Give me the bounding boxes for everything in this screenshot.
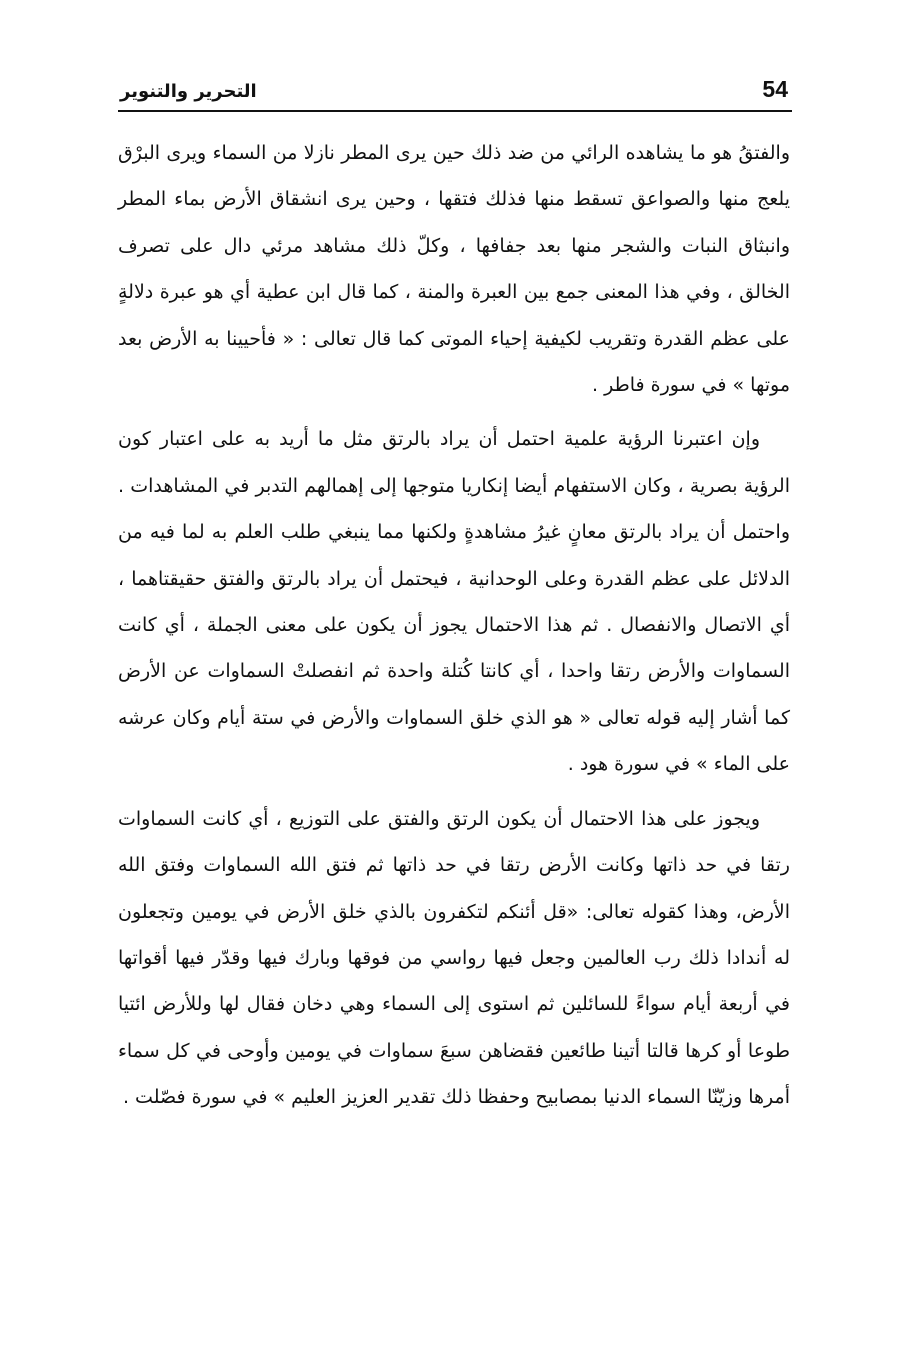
paragraph: وإن اعتبرنا الرؤية علمية احتمل أن يراد بالرتق مثل ما أريد به على اعتبار كون الرؤية بصرية ، وكان الاستفهام أيضا إنكاريا متوجها إلى إهمالهم التدبر في المشاهدات . واحتمل أن يراد بالرتق معانٍ غيرُ مشاهدةٍ ولكنها مما ينبغي طلب العلم به لما فيه من الدلائل على عظم القدرة وعلى الوحدانية ، فيحتمل أن يراد بالرتق والفتق حقيقتاهما ، أي الاتصال والانفصال . ثم هذا الاحتمال يجوز أن يكون على معنى الجملة ، أي كانت السماوات والأرض رتقا واحدا ، أي كانتا كُتلة واحدة ثم انفصلتْ السماوات عن الأرض كما أشار إليه قوله تعالى « هو الذي خلق السماوات والأرض في ستة أيام وكان عرشه على الماء » في سورة هود .: [118, 428, 790, 776]
paragraph: والفتقُ هو ما يشاهده الرائي من ضد ذلك حين يرى المطر نازلا من السماء ويرى البرْق يلعج منها والصواعق تسقط منها فذلك فتقها ، وحين يرى انشقاق الأرض بماء المطر وانبثاق النبات والشجر منها بعد جفافها ، وكلّ ذلك مشاهد مرئي دال على تصرف الخالق ، وفي هذا المعنى جمع بين العبرة والمنة ، كما قال ابن عطية أي هو عبرة دلالةٍ على عظم القدرة وتقريب لكيفية إحياء الموتى كما قال تعالى : « فأحيينا به الأرض بعد موتها » في سورة فاطر .: [118, 142, 790, 397]
paragraph: ويجوز على هذا الاحتمال أن يكون الرتق والفتق على التوزيع ، أي كانت السماوات رتقا في حد ذاتها وكانت الأرض رتقا في حد ذاتها ثم فتق الله السماوات وفتق الله الأرض، وهذا كقوله تعالى: «قل أئنكم لتكفرون بالذي خلق الأرض في يومين وتجعلون له أندادا ذلك رب العالمين وجعل فيها رواسي من فوقها وبارك فيها وقدّر فيها أقواتها في أربعة أيام سواءً للسائلين ثم استوى إلى السماء وهي دخان فقال لها وللأرض ائتيا طوعا أو كرها قالتا أتينا طائعين فقضاهن سبعَ سماوات في يومين وأوحى في كل سماء أمرها وزيّنّا السماء الدنيا بمصابيح وحفظا ذلك تقدير العزيز العليم » في سورة فصّلت .: [118, 807, 790, 1109]
body-text: [118, 130, 790, 1121]
page-header: [118, 72, 796, 112]
header-divider: [118, 110, 792, 112]
page-number: 54: [762, 76, 788, 102]
running-title: التحرير والتنوير: [120, 81, 257, 102]
